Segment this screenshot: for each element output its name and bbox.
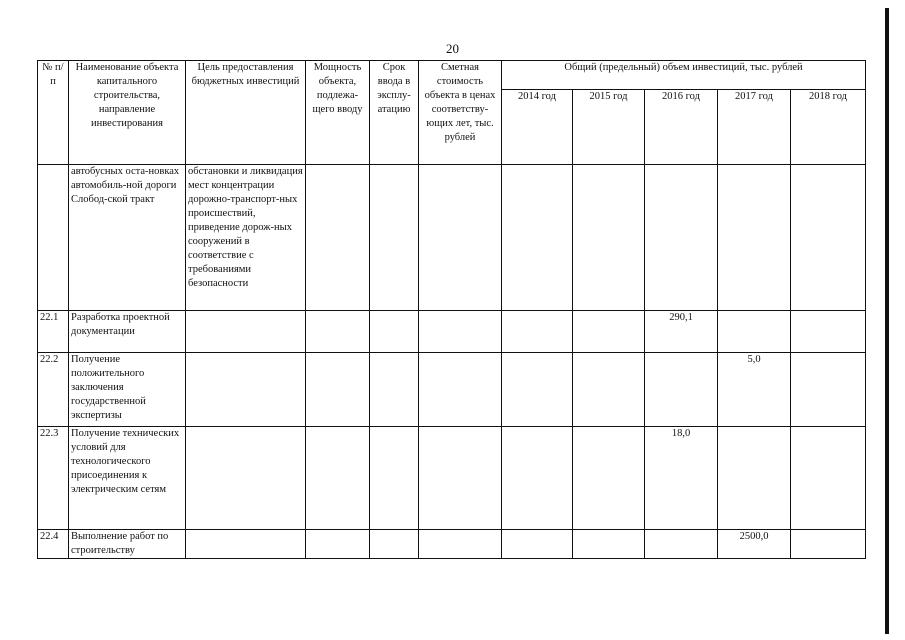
row-name: Выполнение работ по строительству	[69, 530, 186, 559]
row-value	[718, 311, 791, 353]
row-value	[573, 353, 645, 427]
row-estimated-cost	[419, 311, 502, 353]
row-capacity	[306, 165, 370, 311]
row-purpose	[186, 353, 306, 427]
row-purpose: обстановки и ликвидация мест концентрации дорожно-транспорт-ных происшествий, приведение дорож-ных сооружений в соответствие с требованиями безопасности	[186, 165, 306, 311]
row-capacity	[306, 530, 370, 559]
header-year: 2018 год	[791, 90, 866, 165]
row-term	[370, 427, 419, 530]
row-name: Разработка проектной документации	[69, 311, 186, 353]
header-capacity: Мощность объекта, подлежа-щего вводу	[306, 61, 370, 165]
row-value	[718, 427, 791, 530]
row-capacity	[306, 427, 370, 530]
page-number: 20	[446, 41, 459, 56]
row-value	[502, 165, 573, 311]
table-row	[38, 165, 866, 311]
header-num: № п/п	[38, 61, 69, 165]
row-estimated-cost	[419, 165, 502, 311]
header-purpose: Цель предоставления бюджетных инвестиций	[186, 61, 306, 165]
row-estimated-cost	[419, 427, 502, 530]
row-term	[370, 530, 419, 559]
row-value	[502, 427, 573, 530]
header-total-investment: Общий (предельный) объем инвестиций, тыс. рублей	[502, 61, 866, 90]
row-value	[573, 311, 645, 353]
page-edge-bar	[885, 8, 889, 634]
row-value	[791, 427, 866, 530]
row-num: 22.4	[38, 530, 69, 559]
row-name: Получение технических условий для технологического присоединения к электрическим сетям	[69, 427, 186, 530]
row-value	[791, 311, 866, 353]
table-row	[38, 353, 866, 427]
row-name: Получение положительного заключения государственной экспертизы	[69, 353, 186, 427]
row-purpose	[186, 427, 306, 530]
table-row	[38, 530, 866, 559]
row-purpose	[186, 311, 306, 353]
row-value	[573, 530, 645, 559]
header-estimated-cost: Сметная стоимость объекта в ценах соответству-ющих лет, тыс. рублей	[419, 61, 502, 165]
row-num: 22.2	[38, 353, 69, 427]
header-year: 2014 год	[502, 90, 573, 165]
row-estimated-cost	[419, 530, 502, 559]
row-value	[502, 530, 573, 559]
row-term	[370, 353, 419, 427]
header-row-1	[38, 61, 866, 90]
header-year: 2016 год	[645, 90, 718, 165]
row-estimated-cost	[419, 353, 502, 427]
row-value	[791, 530, 866, 559]
row-num	[38, 165, 69, 311]
table-row	[38, 427, 866, 530]
row-capacity	[306, 311, 370, 353]
row-name: автобусных оста-новках автомобиль-ной дороги Слобод-ской тракт	[69, 165, 186, 311]
row-value	[502, 311, 573, 353]
row-capacity	[306, 353, 370, 427]
row-value	[573, 427, 645, 530]
row-purpose	[186, 530, 306, 559]
row-value: 5,0	[718, 353, 791, 427]
row-value	[791, 353, 866, 427]
row-term	[370, 165, 419, 311]
header-term: Срок ввода в эксплу-атацию	[370, 61, 419, 165]
row-value: 18,0	[645, 427, 718, 530]
row-term	[370, 311, 419, 353]
header-year: 2017 год	[718, 90, 791, 165]
row-num: 22.3	[38, 427, 69, 530]
header-year: 2015 год	[573, 90, 645, 165]
investment-table	[37, 60, 866, 559]
row-value	[645, 165, 718, 311]
row-value: 290,1	[645, 311, 718, 353]
table-row	[38, 311, 866, 353]
header-name: Наименование объекта капитального строительства, направление инвестирования	[69, 61, 186, 165]
row-value	[502, 353, 573, 427]
row-num: 22.1	[38, 311, 69, 353]
row-value: 2500,0	[718, 530, 791, 559]
row-value	[645, 530, 718, 559]
row-value	[791, 165, 866, 311]
row-value	[645, 353, 718, 427]
row-value	[573, 165, 645, 311]
row-value	[718, 165, 791, 311]
